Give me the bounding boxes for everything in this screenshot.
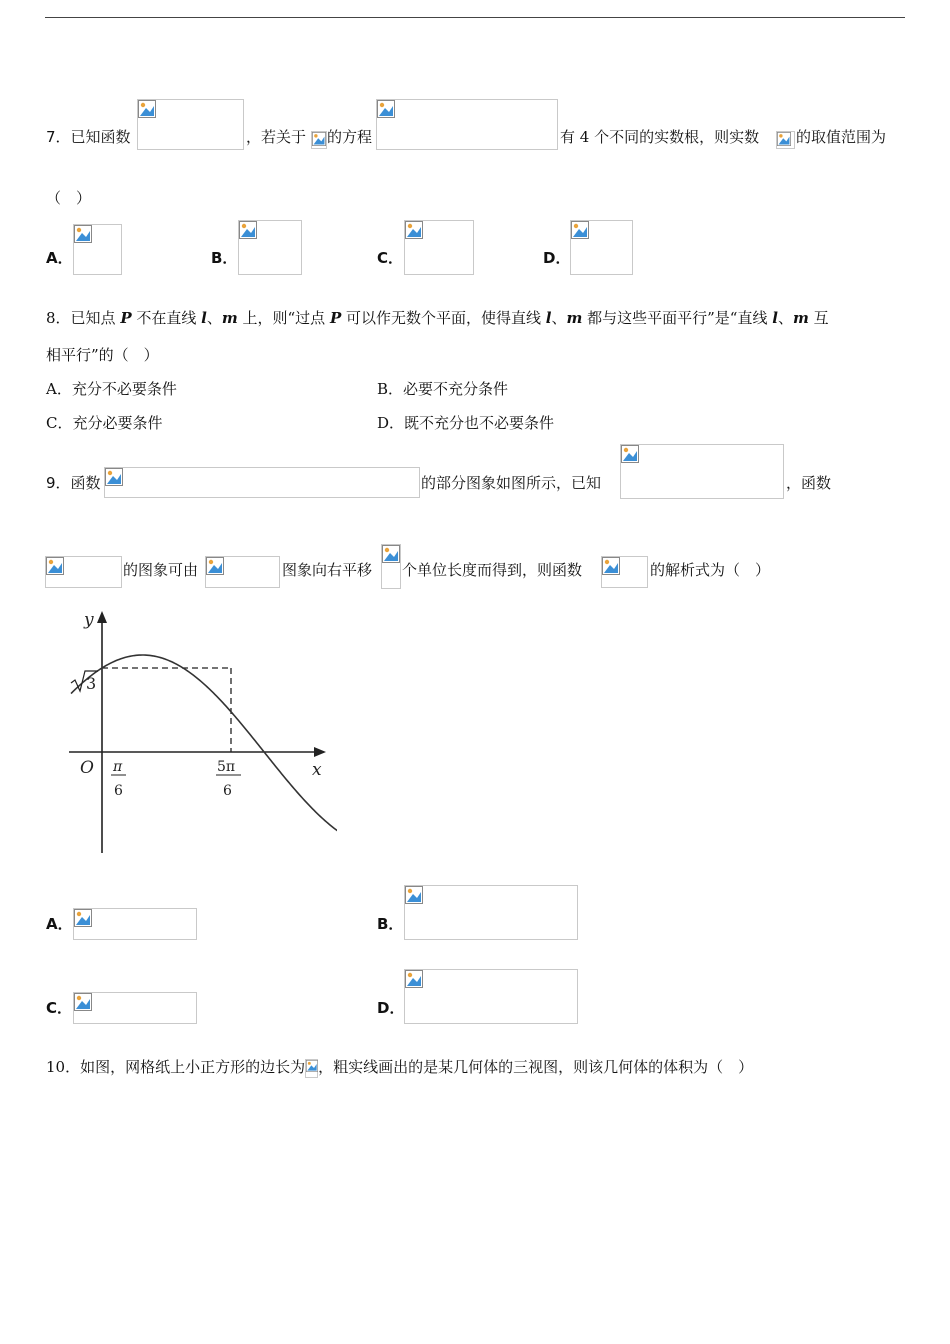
q10-side-length-image <box>305 1059 318 1078</box>
q7-option-b-image <box>238 220 302 275</box>
q9-text7: 的解析式为（ ） <box>650 561 771 579</box>
q7-text1: 已知函数 <box>70 128 131 146</box>
q9-f-image <box>205 556 280 588</box>
q8-sep: 、 <box>206 309 222 327</box>
q9-option-a-label: A． <box>46 915 73 933</box>
q8-line-m: m <box>221 309 238 327</box>
q9-option-a-image <box>73 908 197 940</box>
q8-line1 <box>46 308 829 328</box>
broken-image-icon <box>74 225 92 243</box>
q9-text5: 图象向右平移 <box>282 561 373 579</box>
broken-image-icon <box>206 557 224 575</box>
q8-option-a: A．充分不必要条件 <box>46 380 177 398</box>
q7-function-image <box>137 99 244 150</box>
q7-line1 <box>46 127 131 147</box>
q8-text-b: 不在直线 <box>131 309 202 327</box>
y-axis-arrow-icon <box>97 611 107 623</box>
top-rule <box>45 17 905 18</box>
broken-image-icon <box>306 1060 318 1072</box>
q7-option-a-image <box>73 224 122 275</box>
q8-line-l2: l <box>545 309 552 327</box>
y-axis-label: y <box>84 610 94 630</box>
q7-option-a-label: A． <box>46 249 73 267</box>
q8-sep2: 、 <box>551 309 567 327</box>
q9-number: 9． <box>46 474 71 492</box>
q8-text-c: 上，则“过点 <box>237 309 330 327</box>
q9-text6: 个单位长度而得到，则函数 <box>402 561 583 579</box>
q7-var-a-image <box>776 131 795 149</box>
q9-given-image <box>620 444 784 499</box>
q9-shift-image <box>381 544 401 589</box>
q7-var-x-image <box>311 131 327 149</box>
q7-equation-image <box>376 99 558 150</box>
q7-text2: ，若关于 <box>246 128 307 146</box>
broken-image-icon <box>74 909 92 927</box>
q9-text2: 的部分图象如图所示，已知 <box>421 474 602 492</box>
q8-line-m3: m <box>792 309 809 327</box>
q9-option-c-label: C． <box>46 999 73 1017</box>
q9-option-c-image <box>73 992 197 1024</box>
q10-line1 <box>46 1057 753 1078</box>
q9-sine-graph <box>62 605 337 860</box>
q8-point-p2: P <box>329 309 342 327</box>
q8-line-l3: l <box>772 309 778 327</box>
broken-image-icon <box>377 100 395 118</box>
pi-over-6-denominator: 6 <box>114 783 123 799</box>
x-axis-label: x <box>312 760 322 780</box>
q7-option-b-label: B． <box>211 249 238 267</box>
q8-line-l: l <box>201 309 207 327</box>
q9-text3: ，函数 <box>786 474 832 492</box>
q7-paren: （ ） <box>46 189 92 207</box>
q9-option-d-image <box>404 969 578 1024</box>
q7-number: 7． <box>46 128 71 146</box>
q8-option-d: D．既不充分也不必要条件 <box>377 414 555 432</box>
broken-image-icon <box>105 468 123 486</box>
broken-image-icon <box>405 970 423 988</box>
q8-line2: 相平行”的（ ） <box>46 346 159 364</box>
q9-option-d-label: D． <box>377 999 405 1017</box>
q8-option-b: B．必要不充分条件 <box>377 380 509 398</box>
q9-text1: 函数 <box>70 474 101 492</box>
broken-image-icon <box>239 221 257 239</box>
broken-image-icon <box>46 557 64 575</box>
q9-text4: 的图象可由 <box>123 561 199 579</box>
broken-image-icon <box>138 100 156 118</box>
broken-image-icon <box>571 221 589 239</box>
broken-image-icon <box>777 132 791 146</box>
q10-text1: 10．如图，网格纸上小正方形的边长为 <box>46 1058 306 1076</box>
q10-text2: ，粗实线画出的是某几何体的三视图，则该几何体的体积为（ ） <box>318 1058 754 1076</box>
q7-option-c-image <box>404 220 474 275</box>
q7-option-d-label: D． <box>543 249 571 267</box>
q7-text5: 的取值范围为 <box>796 128 887 146</box>
q9-g2-image <box>601 556 648 588</box>
q7-option-d-image <box>570 220 633 275</box>
broken-image-icon <box>382 545 400 563</box>
q7-text3: 的方程 <box>327 128 373 146</box>
q8-sep3: 、 <box>777 309 793 327</box>
broken-image-icon <box>405 221 423 239</box>
broken-image-icon <box>405 886 423 904</box>
q8-point-p: P <box>120 309 132 327</box>
q7-option-c-label: C． <box>377 249 404 267</box>
q8-text-e: 都与这些平面平行”是“直线 <box>582 309 773 327</box>
broken-image-icon <box>621 445 639 463</box>
q9-option-b-image <box>404 885 578 940</box>
q8-line-m2: m <box>566 309 583 327</box>
x-axis-arrow-icon <box>314 747 326 757</box>
q9-function-image <box>104 467 420 498</box>
q8-text-a: 8．已知点 <box>46 309 121 327</box>
sqrt3-label: 3 <box>86 674 97 693</box>
five-pi-over-6-denominator: 6 <box>223 783 232 799</box>
q7-text4: 有 4 个不同的实数根，则实数 <box>560 128 760 146</box>
five-pi-over-6-numerator: 5π <box>217 759 236 775</box>
q9-g-image <box>45 556 122 588</box>
q9-line1 <box>46 473 101 493</box>
q8-text-f: 互 <box>808 309 829 327</box>
q8-text-d: 可以作无数个平面，使得直线 <box>341 309 546 327</box>
broken-image-icon <box>312 132 326 146</box>
q8-option-c: C．充分必要条件 <box>46 414 163 432</box>
broken-image-icon <box>602 557 620 575</box>
origin-label: O <box>80 758 94 778</box>
q9-option-b-label: B． <box>377 915 404 933</box>
broken-image-icon <box>74 993 92 1011</box>
pi-over-6-numerator: π <box>113 759 123 775</box>
